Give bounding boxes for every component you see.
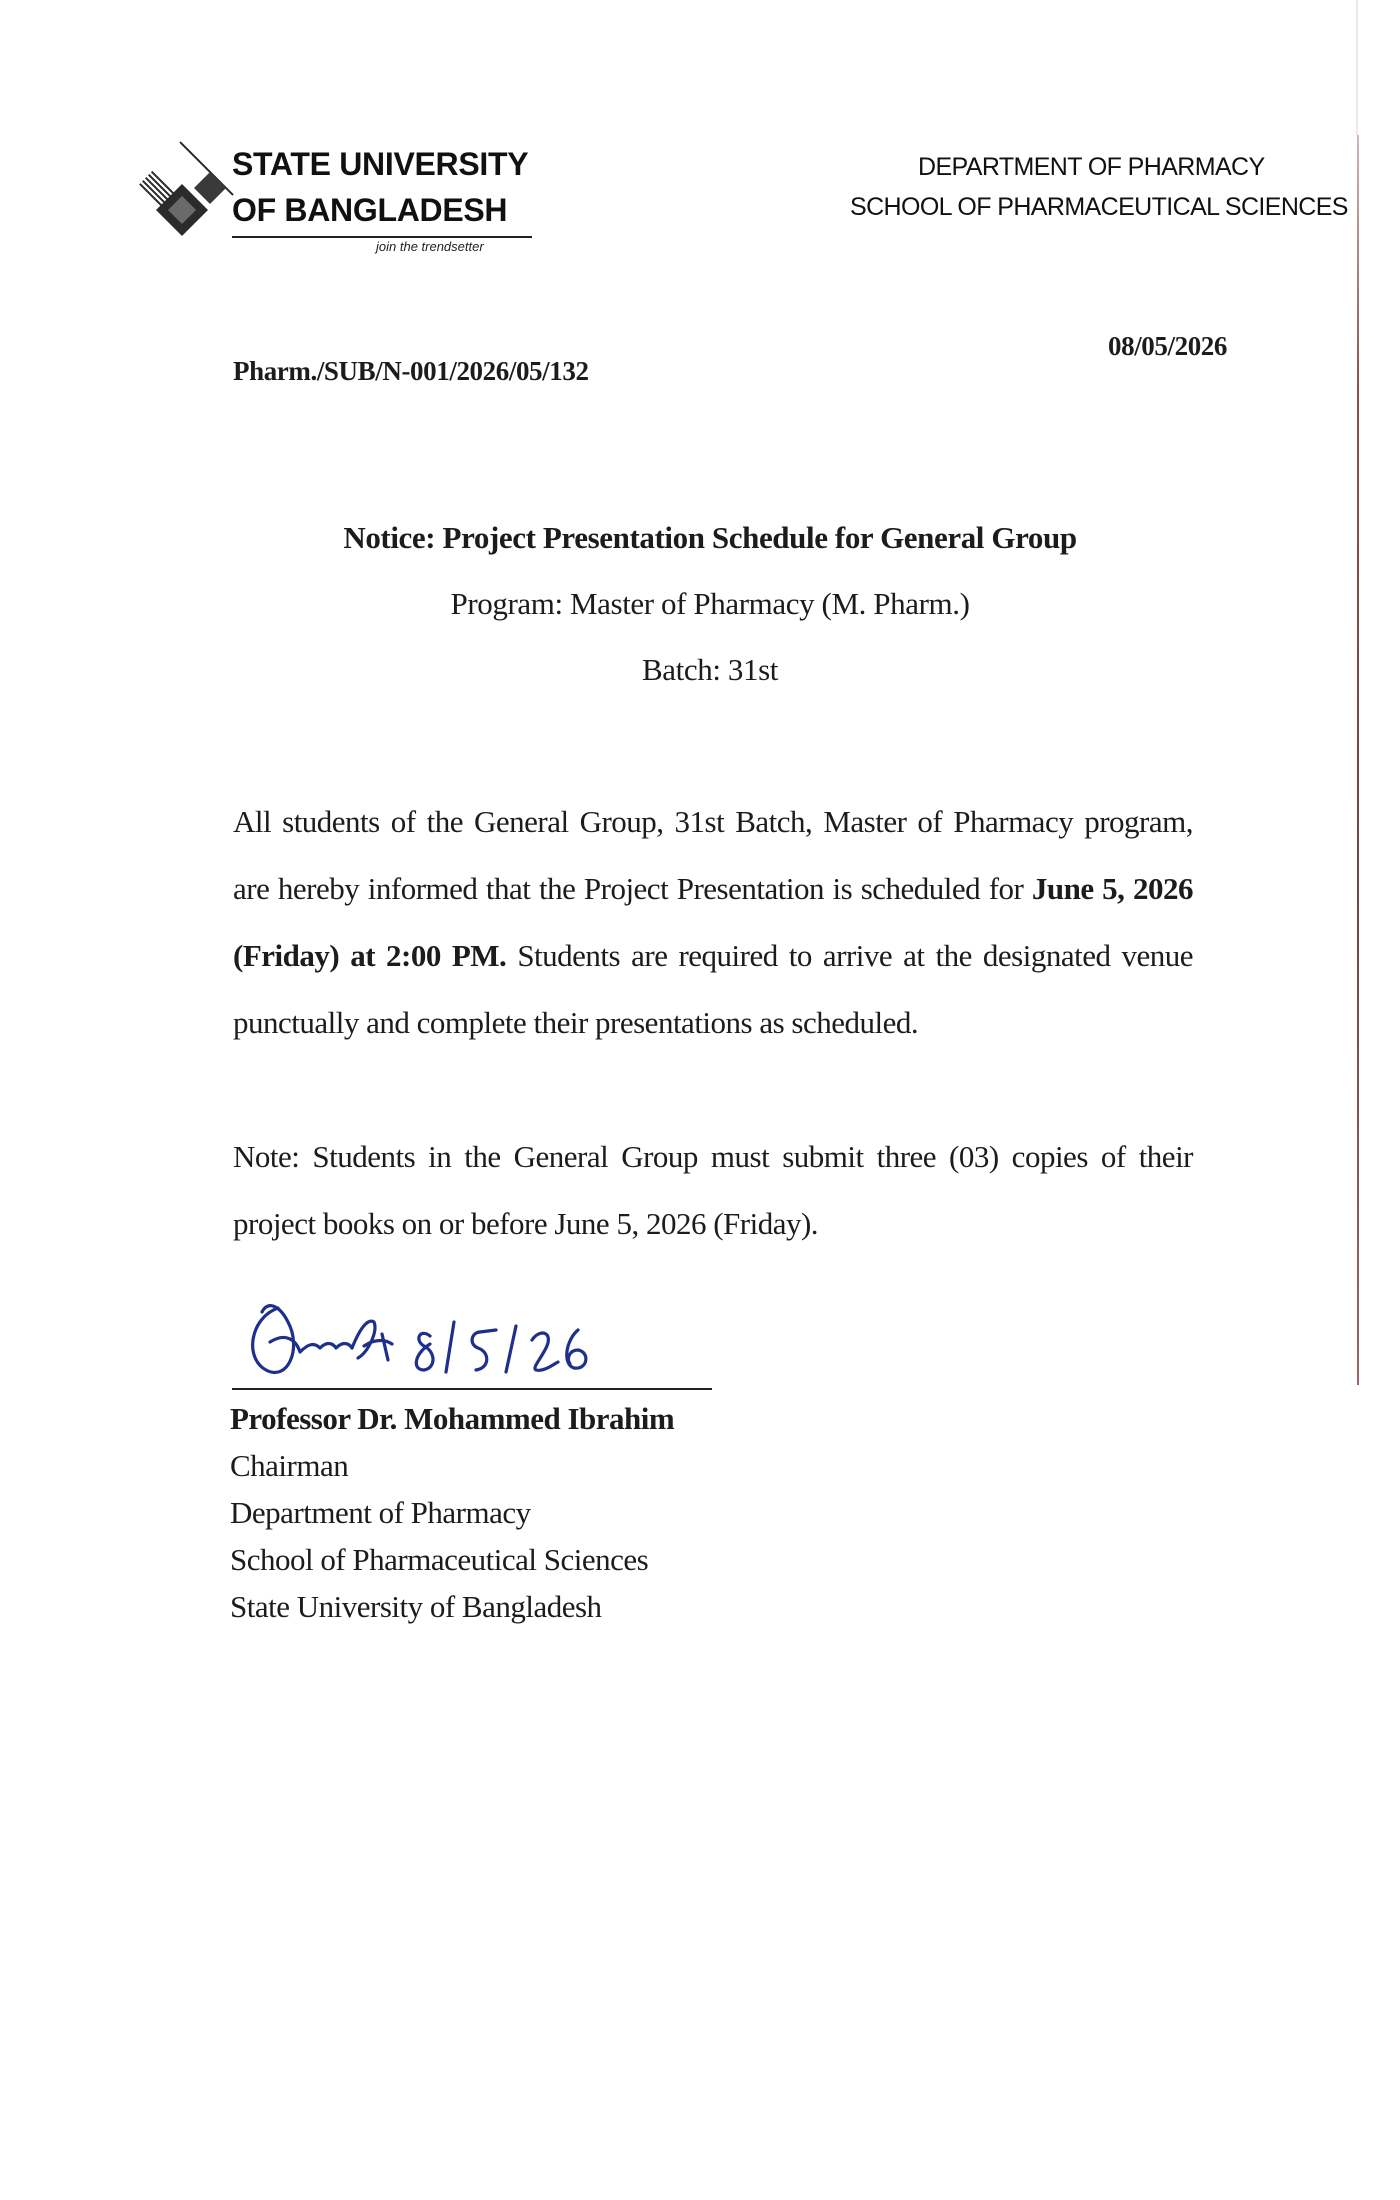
- reference-number: Pharm./SUB/N-001/2026/05/132: [233, 356, 589, 386]
- batch-line: Batch: 31st: [642, 652, 778, 687]
- program-line: Program: Master of Pharmacy (M. Pharm.): [450, 586, 970, 621]
- signatory-university: State University of Bangladesh: [230, 1589, 602, 1624]
- notice-title: Notice: Project Presentation Schedule for General Group: [343, 520, 1077, 555]
- signatory-title: Chairman: [230, 1448, 349, 1483]
- schedule-highlight: June 5, 2026 (Friday) at 2:00 PM.: [233, 871, 1193, 973]
- university-logo: [126, 136, 538, 262]
- signatory-school: School of Pharmaceutical Sciences: [230, 1542, 649, 1577]
- body-text-part1: All students of the General Group, 31st Batch, Master of Pharmacy program, are hereby informed that the Project Presentation is scheduled for: [233, 804, 1193, 906]
- page-edge-line: [1357, 135, 1359, 1385]
- diamond-logo-icon: [126, 136, 238, 254]
- logo-tagline: join the trendsetter: [376, 239, 484, 254]
- body-text-part2: Students are required to arrive at the designated venue punctually and complete their presentations as scheduled.: [233, 938, 1193, 1040]
- signature-line: [232, 1388, 712, 1390]
- submission-note: Note: Students in the General Group must submit three (03) copies of their project books on or before June 5, 2026 (Friday).: [233, 1139, 1193, 1241]
- university-name-line2: OF BANGLADESH: [232, 192, 508, 228]
- page-edge-shadow: [1356, 0, 1358, 135]
- department-heading: [850, 153, 1348, 222]
- signatory-department: Department of Pharmacy: [230, 1495, 531, 1530]
- notice-body: [233, 788, 1193, 1056]
- school-name: SCHOOL OF PHARMACEUTICAL SCIENCES: [850, 193, 1348, 221]
- department-name: DEPARTMENT OF PHARMACY: [918, 153, 1265, 181]
- university-name-line1: STATE UNIVERSITY: [232, 146, 529, 182]
- signatory-block: [230, 1395, 674, 1630]
- signatory-name: Professor Dr. Mohammed Ibrahim: [230, 1401, 675, 1436]
- notice-heading: [0, 520, 1400, 688]
- notice-date: 08/05/2026: [1108, 331, 1228, 361]
- logo-divider: [232, 236, 532, 238]
- handwritten-signature: [240, 1278, 640, 1390]
